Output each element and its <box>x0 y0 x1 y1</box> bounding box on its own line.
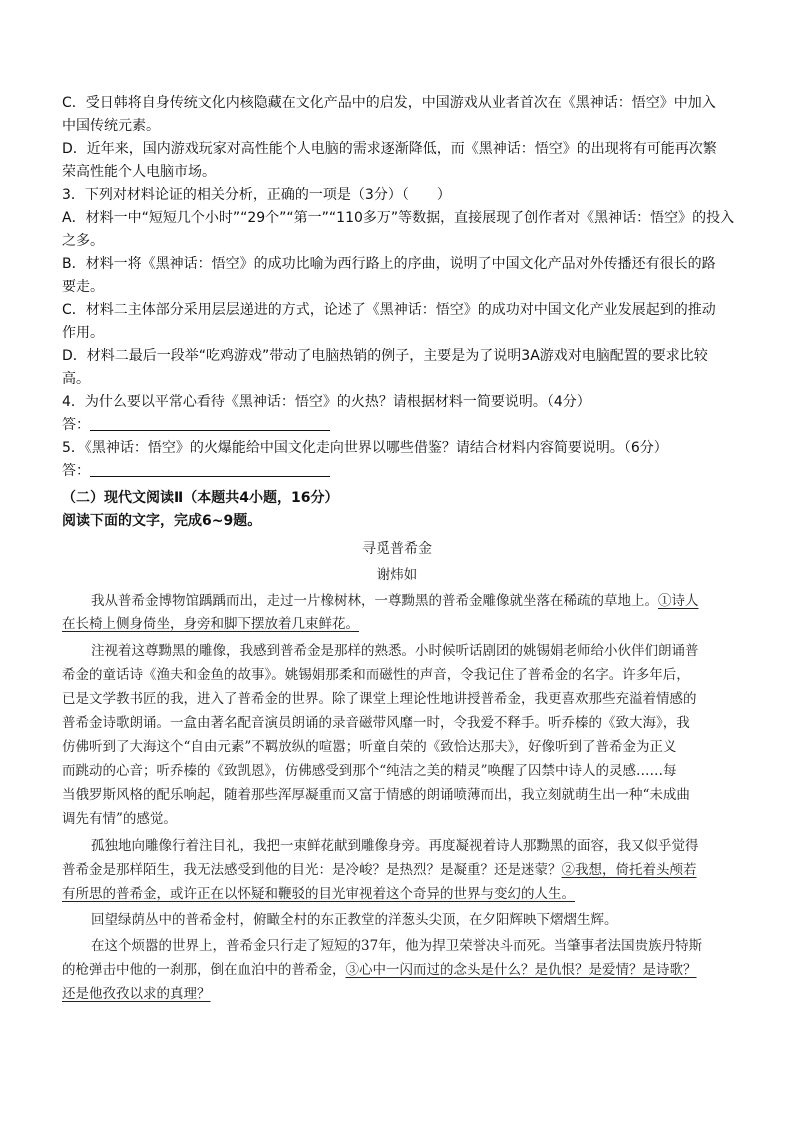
q5-answer-label: 答： <box>62 463 90 479</box>
q2-option-d-line1: D．近年来，国内游戏玩家对高性能个人电脑的需求逐渐降低，而《黑神话：悟空》的出现将有可能再次繁 <box>62 141 717 157</box>
paragraph-5-line-2 <box>62 958 697 978</box>
article-author: 谢炜如 <box>376 567 418 583</box>
underlined-sentence-1-start: ①诗人 <box>658 593 699 609</box>
p1-text: 我从普希金博物馆踽踽而出，走过一片橡树林，一尊黝黑的普希金雕像就坐落在稀疏的草地上。 <box>91 593 658 609</box>
paragraph-2-line-6: 而跳动的心音；听乔榛的《致凯恩》，仿佛感受到那个“纯洁之美的精灵”唤醒了囚禁中诗人的灵感……每 <box>62 763 677 779</box>
section-instruction: 阅读下面的文字，完成6~9题。 <box>62 513 262 529</box>
q2-option-c-line1: C．受日韩将自身传统文化内核隐藏在文化产品中的启发，中国游戏从业者首次在《黑神话：悟空》中加入 <box>62 95 716 111</box>
paragraph-3-line-1: 孤独地向雕像行着注目礼，我把一束鲜花献到雕像身旁。再度凝视着诗人那黝黑的面容，我又似乎觉得 <box>91 838 699 854</box>
section-heading: （二）现代文阅读Ⅱ（本题共4小题，16分） <box>62 490 339 506</box>
q5-answer-line <box>62 460 330 480</box>
q2-option-d-line2: 荣高性能个人电脑市场。 <box>62 164 216 180</box>
q5-answer-blank[interactable] <box>90 462 330 477</box>
q3-option-c-line1: C．材料二主体部分采用层层递进的方式，论述了《黑神话：悟空》的成功对中国文化产业发展起到的推动 <box>62 302 716 318</box>
paragraph-2-line-3: 已是文学教书匠的我，进入了普希金的世界。除了课堂上理论性地讲授普希金，我更喜欢那些充溢着情感的 <box>62 691 697 707</box>
q2-option-c-line2: 中国传统元素。 <box>62 118 160 134</box>
q4-answer-label: 答： <box>62 417 90 433</box>
p5-text: 的枪弹击中他的一刹那，倒在血泊中的普希金， <box>62 962 346 978</box>
paragraph-2-line-2: 希金的童话诗《渔夫和金鱼的故事》。姚锡娟那柔和而磁性的声音，令我记住了普希金的名字。许多年后， <box>62 667 690 683</box>
q3-option-a-line1: A．材料一中“短短几个小时”“29个”“第一”“110多万”等数据，直接展现了创作者对《黑神话：悟空》的投入 <box>62 210 735 226</box>
paragraph-3-line-2 <box>62 858 697 878</box>
q3-option-d-line2: 高。 <box>62 371 90 387</box>
q3-option-a-line2: 之多。 <box>62 233 104 249</box>
q5-stem: 5．《黑神话：悟空》的火爆能给中国文化走向世界以哪些借鉴？请结合材料内容简要说明。（6分） <box>62 440 668 456</box>
paragraph-2-line-5: 仿佛听到了大海这个“自由元素”不羁放纵的喧嚣；听童自荣的《致恰达那夫》，好像听到了普希金为正义 <box>62 739 677 755</box>
paragraph-1-line-1 <box>91 589 699 609</box>
paragraph-2-line-8: 调先有情”的感觉。 <box>62 811 177 827</box>
q4-stem: 4．为什么要以平常心看待《黑神话：悟空》的火热？请根据材料一简要说明。（4分） <box>62 394 591 410</box>
paragraph-2-line-1: 注视着这尊黝黑的雕像，我感到普希金是那样的熟悉。小时候听话剧团的姚锡娟老师给小伙伴们朗诵普 <box>91 643 699 659</box>
q4-answer-blank[interactable] <box>90 416 330 431</box>
article-title: 寻觅普希金 <box>362 541 432 557</box>
p3-text: 普希金是那样陌生，我无法感受到他的目光：是冷峻？是热烈？是凝重？还是迷蒙？ <box>62 862 562 878</box>
paragraph-2-line-7: 当俄罗斯风格的配乐响起，随着那些浑厚凝重而又富于情感的朗诵喷薄而出，我立刻就萌生出一种“未成曲 <box>62 787 690 803</box>
underlined-sentence-3-start: ③心中一闪而过的念头是什么？是仇恨？是爱情？是诗歌？ <box>345 962 697 978</box>
q3-option-c-line2: 作用。 <box>62 325 104 341</box>
q3-option-b-line1: B．材料一将《黑神话：悟空》的成功比喻为西行路上的序曲，说明了中国文化产品对外传播还有很长的路 <box>62 256 716 272</box>
underlined-sentence-2-start: ②我想，倚托着头颅若 <box>561 862 697 878</box>
q4-answer-line <box>62 414 330 434</box>
paragraph-5-line-1: 在这个烦嚣的世界上，普希金只行走了短短的37年，他为捍卫荣誉决斗而死。当肇事者法国贵族丹特斯 <box>91 938 703 954</box>
q3-option-d-line1: D．材料二最后一段举“吃鸡游戏”带动了电脑热销的例子，主要是为了说明3A游戏对电脑配置的要求比较 <box>62 348 708 364</box>
underlined-sentence-1-end: 在长椅上侧身倚坐，身旁和脚下摆放着几束鲜花。 <box>62 616 359 632</box>
q3-option-b-line2: 要走。 <box>62 279 104 295</box>
paragraph-2-line-4: 普希金诗歌朗诵。一盒由著名配音演员朗诵的录音磁带风靡一时，令我爱不释手。听乔榛的《致大海》，我 <box>62 715 690 731</box>
underlined-sentence-2-end: 有所思的普希金，或许正在以怀疑和鞭驳的目光审视着这个奇异的世界与变幻的人生。 <box>62 886 575 902</box>
paragraph-4-line-1: 回望绿荫丛中的普希金村，俯瞰全村的东正教堂的洋葱头尖顶，在夕阳辉映下熠熠生辉。 <box>91 912 618 928</box>
q3-stem: 3．下列对材料论证的相关分析，正确的一项是（3分）（ ） <box>62 187 451 203</box>
underlined-sentence-3-end: 还是他孜孜以求的真理？ <box>62 986 211 1002</box>
